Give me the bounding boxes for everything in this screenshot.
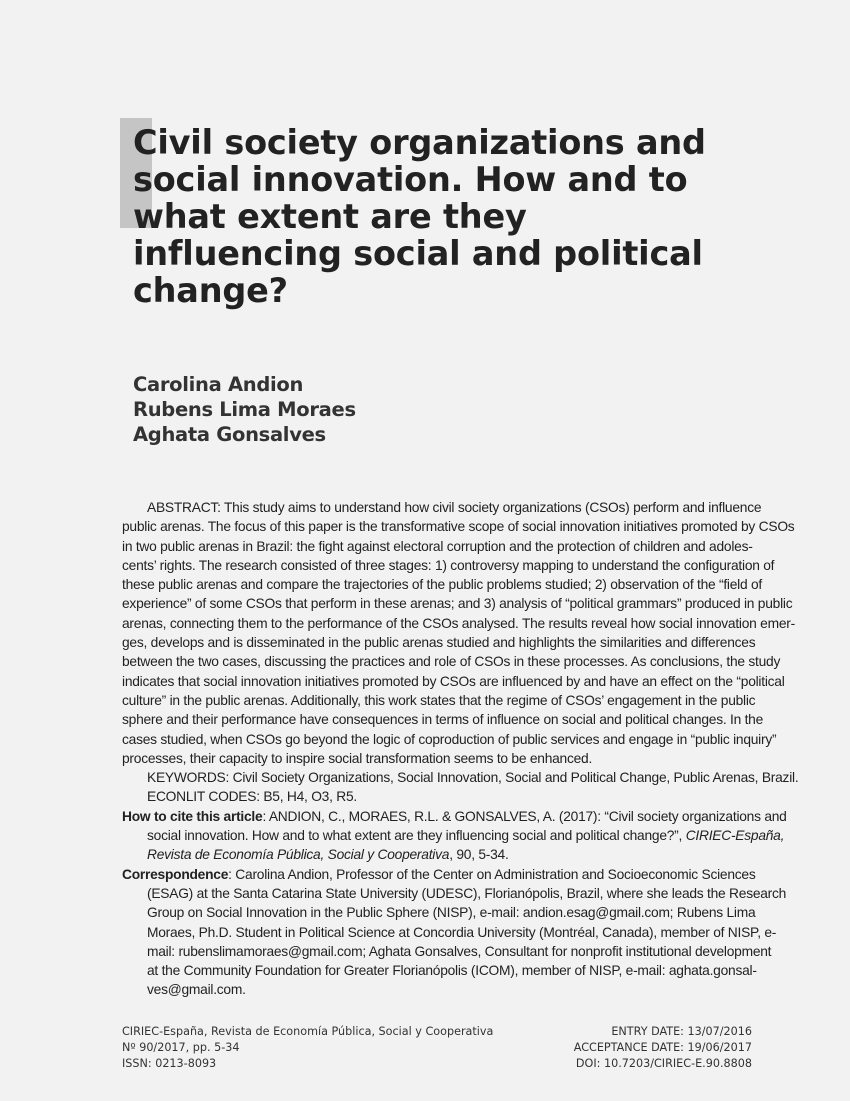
author-name: Carolina Andion <box>133 373 304 396</box>
keywords <box>122 768 799 807</box>
abstract-line: in two public arenas in Brazil: the fight against electoral corruption and the protection of children and adoles- <box>122 538 753 554</box>
abstract-line: indicates that social innovation initiatives promoted by CSOs are influenced by and have an effect on the “political <box>122 673 785 689</box>
author-name: Aghata Gonsalves <box>133 423 326 446</box>
abstract-line: culture” in the public arenas. Additionally, this work states that the regime of CSOs’ engagement in the public <box>122 692 756 708</box>
footer-journal-info <box>122 1024 493 1072</box>
abstract <box>122 498 795 768</box>
footer-dates <box>574 1024 752 1072</box>
abstract-line: arenas, connecting them to the performance of the CSOs analysed. The results reveal how social innovation emer- <box>122 615 795 631</box>
citation-line: social innovation. How and to what extent are they influencing social and political change?”, CIRIEC-España, <box>147 828 785 844</box>
correspondence-line: ves@gmail.com. <box>147 982 246 998</box>
correspondence-label: Correspondence <box>122 866 229 882</box>
abstract-line: processes, their capacity to inspire social transformation seems to be enhanced. <box>122 750 593 766</box>
correspondence-line: Group on Social Innovation in the Public Sphere (NISP), e-mail: andion.esag@gmail.com; Rubens Lima <box>147 905 756 921</box>
title-line: Civil society organizations and <box>133 123 706 162</box>
correspondence-line: (ESAG) at the Santa Catarina State University (UDESC), Florianópolis, Brazil, where she leads the Research <box>147 885 787 901</box>
abstract-line: between the two cases, discussing the practices and role of CSOs in these processes. As conclusions, the study <box>122 654 781 670</box>
abstract-line: experience” of some CSOs that perform in these arenas; and 3) analysis of “political grammars” produced in public <box>122 596 793 612</box>
keywords-line: KEYWORDS: Civil Society Organizations, Social Innovation, Social and Political Change, Public Arenas, Brazil. <box>147 770 799 786</box>
title-line: what extent are they <box>133 197 527 236</box>
econlit-line: ECONLIT CODES: B5, H4, O3, R5. <box>147 789 357 805</box>
issue-pages: Nº 90/2017, pp. 5-34 <box>122 1041 240 1054</box>
article-title <box>133 124 793 309</box>
abstract-line: ABSTRACT: This study aims to understand how civil society organizations (CSOs) perform and influence <box>147 500 762 515</box>
correspondence-line: at the Community Foundation for Greater Florianópolis (ICOM), member of NISP, e-mail: aghata.gonsal- <box>147 963 757 979</box>
correspondence-line: Correspondence: Carolina Andion, Professor of the Center on Administration and Socioeconomic Sciences <box>122 866 756 882</box>
correspondence-line: Moraes, Ph.D. Student in Political Science at Concordia University (Montréal, Canada), member of NISP, e- <box>147 924 777 940</box>
author-list <box>133 372 356 447</box>
acceptance-date: ACCEPTANCE DATE: 19/06/2017 <box>573 1041 752 1054</box>
abstract-line: ges, develops and is disseminated in the public arenas studied and highlights the similarities and differences <box>122 635 756 651</box>
title-line: change? <box>133 271 288 310</box>
correspondence-line: mail: rubenslimamoraes@gmail.com; Aghata Gonsalves, Consultant for nonprofit institutional development <box>147 943 772 959</box>
abstract-line: these public arenas and compare the trajectories of the public problems studied; 2) observation of the “field of <box>122 577 762 593</box>
title-line: social innovation. How and to <box>133 160 688 199</box>
abstract-line: cases studied, when CSOs go beyond the logic of coproduction of public services and engage in “public inquiry” <box>122 731 777 747</box>
abstract-line: public arenas. The focus of this paper is the transformative scope of social innovation initiatives promoted by CSOs <box>122 519 795 535</box>
citation-label: How to cite this article <box>122 808 263 824</box>
citation-line: How to cite this article: ANDION, C., MORAES, R.L. & GONSALVES, A. (2017): “Civil society organizations and <box>122 808 787 824</box>
journal-name: CIRIEC-España, Revista de Economía Pública, Social y Cooperativa <box>122 1025 494 1038</box>
citation <box>122 807 787 865</box>
author-name: Rubens Lima Moraes <box>133 398 356 421</box>
title-line: influencing social and political <box>133 234 703 273</box>
entry-date: ENTRY DATE: 13/07/2016 <box>611 1025 752 1038</box>
issn: ISSN: 0213-8093 <box>122 1057 217 1070</box>
article-front-matter <box>122 498 799 1000</box>
abstract-line: cents’ rights. The research consisted of three stages: 1) controversy mapping to understand the configuration of <box>122 557 775 573</box>
correspondence <box>122 865 787 1000</box>
citation-line: Revista de Economía Pública, Social y Cooperativa, 90, 5-34. <box>147 847 509 863</box>
doi: DOI: 10.7203/CIRIEC-E.90.8808 <box>575 1057 752 1070</box>
abstract-line: sphere and their performance have consequences in terms of influence on social and political changes. In the <box>122 712 764 728</box>
